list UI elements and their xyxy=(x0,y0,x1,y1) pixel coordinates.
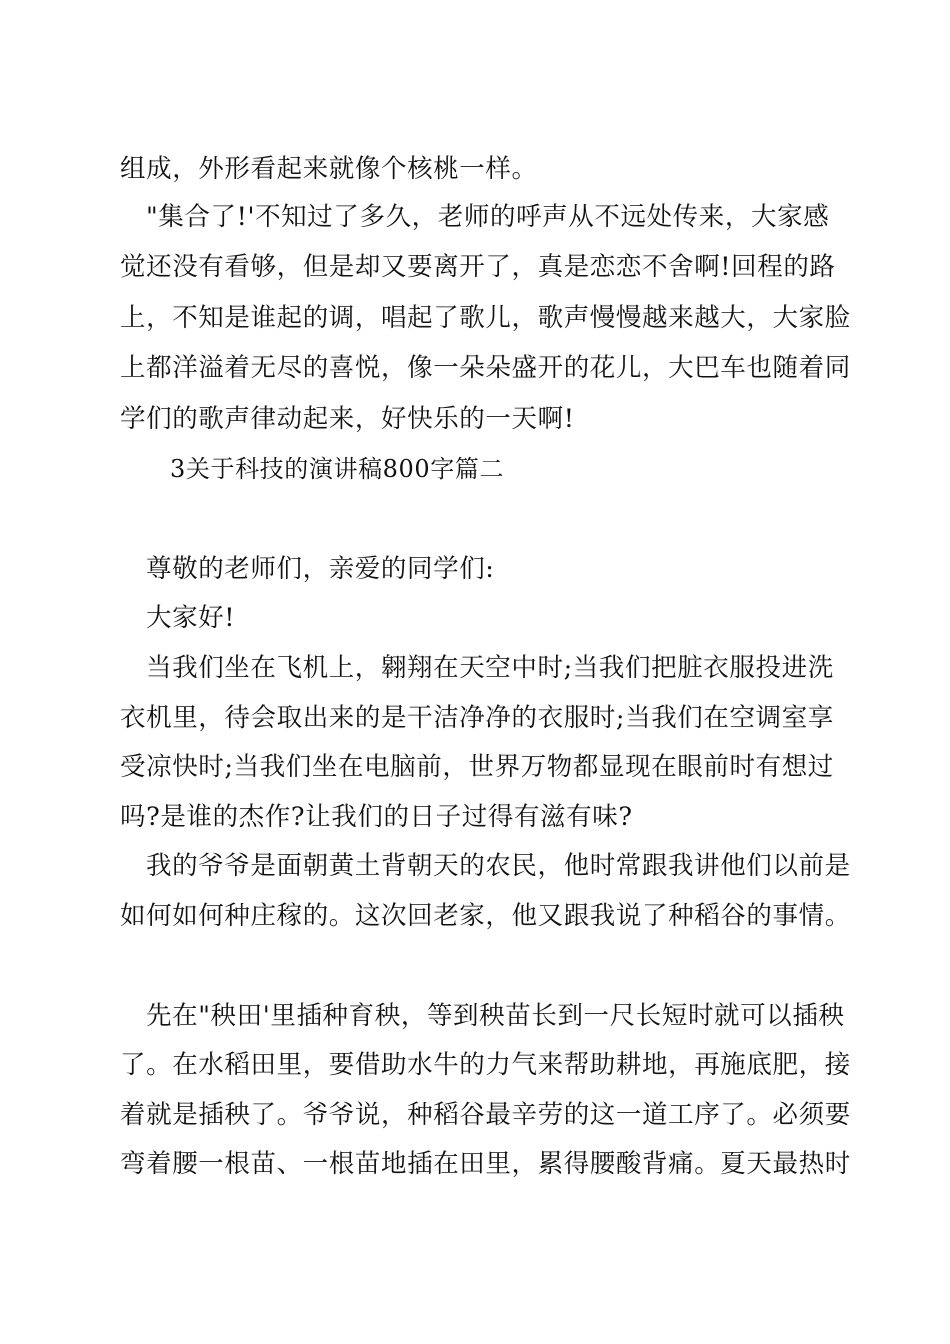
text-line: 组成，外形看起来就像个核桃一样。 xyxy=(120,154,538,184)
greeting: 大家好! xyxy=(146,603,236,633)
text-line: 我的爷爷是面朝黄土背朝天的农民，他时常跟我讲他们以前是 xyxy=(146,851,851,881)
section-heading: 3关于科技的演讲稿800字篇二 xyxy=(170,455,505,483)
text-line: 学们的歌声律动起来，好快乐的一天啊! xyxy=(120,404,575,434)
text-line: 当我们坐在飞机上，翱翔在天空中时;当我们把脏衣服投进洗 xyxy=(146,653,834,683)
text-line: 着就是插秧了。爷爷说，种稻谷最辛劳的这一道工序了。必须要 xyxy=(120,1100,851,1130)
text-line: 受凉快时;当我们坐在电脑前，世界万物都显现在眼前时有想过 xyxy=(120,752,834,782)
salutation: 尊敬的老师们，亲爱的同学们: xyxy=(146,554,495,584)
text-line: 觉还没有看够，但是却又要离开了，真是恋恋不舍啊!回程的路 xyxy=(120,252,836,282)
text-line: 衣机里，待会取出来的是干洁净净的衣服时;当我们在空调室享 xyxy=(120,703,834,733)
text-line: "集合了!'不知过了多久，老师的呼声从不远处传来，大家感 xyxy=(146,202,830,232)
text-line: 了。在水稻田里，要借助水牛的力气来帮助耕地，再施底肥，接 xyxy=(120,1050,851,1080)
text-line: 吗?是谁的杰作?让我们的日子过得有滋有味? xyxy=(120,802,633,832)
text-line: 弯着腰一根苗、一根苗地插在田里，累得腰酸背痛。夏天最热时 xyxy=(120,1149,851,1179)
text-line: 先在"秧田'里插种育秧，等到秧苗长到一尺长短时就可以插秧 xyxy=(146,1001,845,1031)
text-line: 如何如何种庄稼的。这次回老家，他又跟我说了种稻谷的事情。 xyxy=(120,901,851,931)
text-line: 上都洋溢着无尽的喜悦，像一朵朵盛开的花儿，大巴车也随着同 xyxy=(120,353,851,383)
text-line: 上，不知是谁起的调，唱起了歌儿，歌声慢慢越来越大，大家脸 xyxy=(120,303,851,333)
